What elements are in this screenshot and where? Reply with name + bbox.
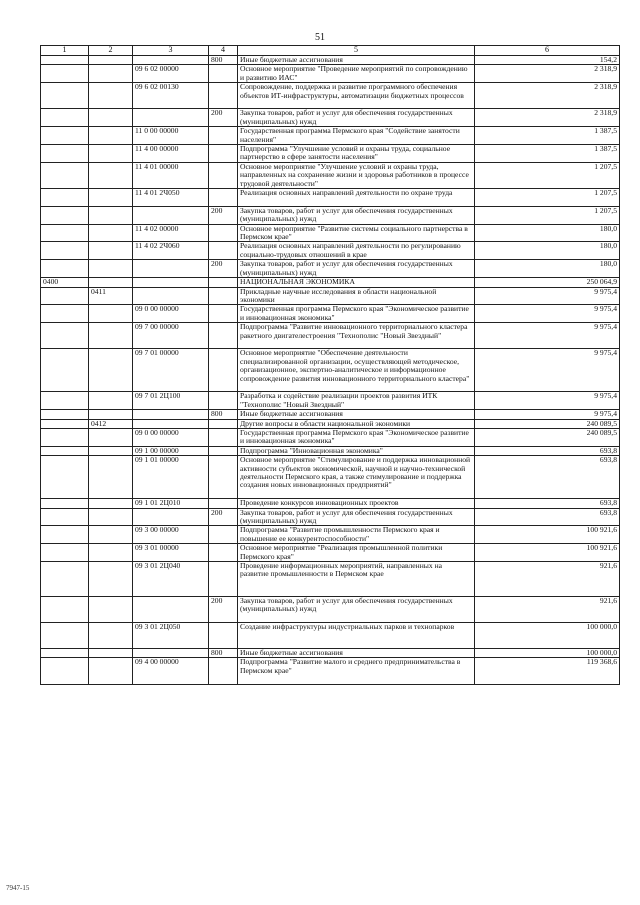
table-row [41, 56, 620, 65]
section-code [41, 65, 89, 83]
table-row [41, 83, 620, 109]
table-row [41, 622, 620, 648]
item-name: Сопровождение, поддержка и развитие программного обеспечения объектов ИТ-инфраструктуры, автоматизации бюджетных процессов [238, 83, 475, 109]
target-article-code [133, 508, 209, 526]
expense-type-code: 800 [209, 410, 238, 419]
table-row [41, 428, 620, 446]
header-col-4: 4 [209, 46, 238, 56]
section-code [41, 410, 89, 419]
amount: 9 975,4 [475, 287, 620, 305]
header-col-2: 2 [89, 46, 133, 56]
section-code [41, 260, 89, 278]
target-article-code [133, 596, 209, 622]
header-col-5: 5 [238, 46, 475, 56]
page-number: 51 [315, 32, 325, 43]
amount: 100 921,6 [475, 526, 620, 544]
expense-type-code [209, 349, 238, 392]
amount: 693,8 [475, 446, 620, 455]
section-code [41, 544, 89, 562]
subsection-code [89, 162, 133, 188]
target-article-code: 09 7 01 2Ц100 [133, 392, 209, 410]
subsection-code [89, 410, 133, 419]
target-article-code [133, 410, 209, 419]
amount: 100 000,0 [475, 648, 620, 657]
item-name: Закупка товаров, работ и услуг для обеспечения государственных (муниципальных) нужд [238, 596, 475, 622]
table-row [41, 65, 620, 83]
amount: 180,0 [475, 260, 620, 278]
item-name: Иные бюджетные ассигнования [238, 410, 475, 419]
amount: 154,2 [475, 56, 620, 65]
item-name: Основное мероприятие "Стимулирование и поддержка инновационной активности субъектов экономической, научной и научно-технической деятельности Пермского края, а также стимулирование и поддержка создания новых инновационных предприятий" [238, 456, 475, 499]
section-code [41, 224, 89, 242]
target-article-code: 09 6 02 00130 [133, 83, 209, 109]
subsection-code [89, 526, 133, 544]
table-row [41, 323, 620, 349]
expense-type-code [209, 83, 238, 109]
item-name: Основное мероприятие "Проведение мероприятий по сопровождению и развитию ИАС" [238, 65, 475, 83]
amount: 9 975,4 [475, 349, 620, 392]
table-row [41, 305, 620, 323]
item-name: Государственная программа Пермского края "Содействие занятости населения" [238, 127, 475, 145]
target-article-code [133, 206, 209, 224]
amount: 119 368,6 [475, 658, 620, 684]
target-article-code: 09 7 00 00000 [133, 323, 209, 349]
amount: 1 207,5 [475, 189, 620, 207]
section-code [41, 145, 89, 163]
amount: 921,6 [475, 596, 620, 622]
expense-type-code [209, 127, 238, 145]
item-name: Основное мероприятие "Улучшение условий и охраны труда, направленных на сохранение жизни и здоровья работников в процессе трудовой деятельности" [238, 162, 475, 188]
expense-type-code [209, 224, 238, 242]
subsection-code: 0412 [89, 419, 133, 428]
section-code [41, 419, 89, 428]
expense-type-code [209, 145, 238, 163]
table-row [41, 349, 620, 392]
expense-type-code [209, 562, 238, 597]
table-row [41, 596, 620, 622]
table-row [41, 224, 620, 242]
target-article-code [133, 260, 209, 278]
table-row [41, 410, 620, 419]
section-code [41, 109, 89, 127]
item-name: НАЦИОНАЛЬНАЯ ЭКОНОМИКА [238, 278, 475, 287]
item-name: Реализация основных направлений деятельности по охране труда [238, 189, 475, 207]
section-code [41, 526, 89, 544]
amount: 100 921,6 [475, 544, 620, 562]
item-name: Другие вопросы в области национальной экономики [238, 419, 475, 428]
subsection-code [89, 206, 133, 224]
table-row [41, 562, 620, 597]
item-name: Подпрограмма "Развитие малого и среднего предпринимательства в Пермском крае" [238, 658, 475, 684]
subsection-code [89, 499, 133, 508]
table-row [41, 145, 620, 163]
section-code [41, 446, 89, 455]
section-code: 0400 [41, 278, 89, 287]
expense-type-code [209, 526, 238, 544]
subsection-code [89, 83, 133, 109]
item-name: Подпрограмма "Развитие инновационного территориального кластера ракетного двигателестроения "Технополис "Новый Звездный" [238, 323, 475, 349]
amount: 1 207,5 [475, 162, 620, 188]
section-code [41, 287, 89, 305]
budget-table [40, 45, 620, 685]
target-article-code [133, 278, 209, 287]
subsection-code: 0411 [89, 287, 133, 305]
amount: 9 975,4 [475, 410, 620, 419]
item-name: Закупка товаров, работ и услуг для обеспечения государственных (муниципальных) нужд [238, 260, 475, 278]
target-article-code: 09 3 01 00000 [133, 544, 209, 562]
footer-code: 7947-15 [6, 884, 30, 892]
item-name: Основное мероприятие "Развитие системы социального партнерства в Пермском крае" [238, 224, 475, 242]
table-row [41, 419, 620, 428]
expense-type-code: 200 [209, 508, 238, 526]
subsection-code [89, 562, 133, 597]
subsection-code [89, 65, 133, 83]
expense-type-code [209, 323, 238, 349]
table-row [41, 499, 620, 508]
subsection-code [89, 305, 133, 323]
section-code [41, 508, 89, 526]
target-article-code: 11 0 00 00000 [133, 127, 209, 145]
expense-type-code: 800 [209, 56, 238, 65]
table-header [41, 46, 620, 56]
subsection-code [89, 596, 133, 622]
expense-type-code [209, 189, 238, 207]
amount: 2 318,9 [475, 83, 620, 109]
section-code [41, 206, 89, 224]
item-name: Иные бюджетные ассигнования [238, 648, 475, 657]
section-code [41, 456, 89, 499]
expense-type-code: 200 [209, 596, 238, 622]
amount: 1 387,5 [475, 145, 620, 163]
target-article-code [133, 419, 209, 428]
section-code [41, 622, 89, 648]
subsection-code [89, 349, 133, 392]
amount: 9 975,4 [475, 323, 620, 349]
subsection-code [89, 278, 133, 287]
header-col-3: 3 [133, 46, 209, 56]
item-name: Иные бюджетные ассигнования [238, 56, 475, 65]
target-article-code [133, 648, 209, 657]
section-code [41, 242, 89, 260]
table-row [41, 278, 620, 287]
subsection-code [89, 544, 133, 562]
target-article-code: 09 3 01 2Ц050 [133, 622, 209, 648]
amount: 693,8 [475, 508, 620, 526]
item-name: Создание инфраструктуры индустриальных парков и технопарков [238, 622, 475, 648]
section-code [41, 428, 89, 446]
section-code [41, 189, 89, 207]
target-article-code: 11 4 00 00000 [133, 145, 209, 163]
section-code [41, 658, 89, 684]
amount: 1 387,5 [475, 127, 620, 145]
amount: 1 207,5 [475, 206, 620, 224]
target-article-code [133, 56, 209, 65]
amount: 921,6 [475, 562, 620, 597]
subsection-code [89, 428, 133, 446]
table-row [41, 508, 620, 526]
subsection-code [89, 127, 133, 145]
section-code [41, 392, 89, 410]
table-row [41, 544, 620, 562]
section-code [41, 499, 89, 508]
target-article-code: 11 4 01 2Ч050 [133, 189, 209, 207]
section-code [41, 349, 89, 392]
target-article-code: 09 7 01 00000 [133, 349, 209, 392]
subsection-code [89, 260, 133, 278]
target-article-code: 11 4 02 2Ч060 [133, 242, 209, 260]
target-article-code: 09 4 00 00000 [133, 658, 209, 684]
table-row [41, 526, 620, 544]
subsection-code [89, 446, 133, 455]
expense-type-code [209, 544, 238, 562]
subsection-code [89, 648, 133, 657]
amount: 180,0 [475, 224, 620, 242]
table-row [41, 260, 620, 278]
target-article-code: 09 1 00 00000 [133, 446, 209, 455]
header-col-6: 6 [475, 46, 620, 56]
table-row [41, 456, 620, 499]
target-article-code: 09 0 00 00000 [133, 428, 209, 446]
expense-type-code [209, 658, 238, 684]
expense-type-code [209, 456, 238, 499]
table-row [41, 206, 620, 224]
subsection-code [89, 456, 133, 499]
section-code [41, 323, 89, 349]
item-name: Государственная программа Пермского края "Экономическое развитие и инновационная экономика" [238, 428, 475, 446]
subsection-code [89, 56, 133, 65]
amount: 2 318,9 [475, 65, 620, 83]
subsection-code [89, 109, 133, 127]
section-code [41, 305, 89, 323]
table-row [41, 648, 620, 657]
target-article-code: 09 3 00 00000 [133, 526, 209, 544]
subsection-code [89, 392, 133, 410]
section-code [41, 648, 89, 657]
table-row [41, 287, 620, 305]
item-name: Реализация основных направлений деятельности по регулированию социально-трудовых отношений в крае [238, 242, 475, 260]
subsection-code [89, 323, 133, 349]
section-code [41, 127, 89, 145]
target-article-code: 11 4 01 00000 [133, 162, 209, 188]
section-code [41, 56, 89, 65]
item-name: Подпрограмма "Улучшение условий и охраны труда, социальное партнерство в сфере занятости населения" [238, 145, 475, 163]
expense-type-code: 200 [209, 109, 238, 127]
table-row [41, 658, 620, 684]
target-article-code: 09 6 02 00000 [133, 65, 209, 83]
expense-type-code [209, 499, 238, 508]
section-code [41, 162, 89, 188]
expense-type-code: 200 [209, 206, 238, 224]
amount: 240 089,5 [475, 428, 620, 446]
amount: 2 318,9 [475, 109, 620, 127]
expense-type-code [209, 65, 238, 83]
subsection-code [89, 242, 133, 260]
table-row [41, 392, 620, 410]
amount: 250 064,9 [475, 278, 620, 287]
amount: 9 975,4 [475, 392, 620, 410]
expense-type-code [209, 278, 238, 287]
target-article-code: 09 1 01 2Ц010 [133, 499, 209, 508]
amount: 180,0 [475, 242, 620, 260]
expense-type-code: 800 [209, 648, 238, 657]
expense-type-code [209, 622, 238, 648]
target-article-code [133, 287, 209, 305]
table-body [41, 56, 620, 685]
subsection-code [89, 189, 133, 207]
item-name: Закупка товаров, работ и услуг для обеспечения государственных (муниципальных) нужд [238, 109, 475, 127]
item-name: Основное мероприятие "Обеспечение деятельности специализированной организации, осуществляющей методическое, организационное, экспертно-аналитическое и информационное сопровождение развития инновационного территориального кластера" [238, 349, 475, 392]
expense-type-code [209, 419, 238, 428]
expense-type-code [209, 162, 238, 188]
section-code [41, 562, 89, 597]
target-article-code: 09 1 01 00000 [133, 456, 209, 499]
subsection-code [89, 622, 133, 648]
amount: 9 975,4 [475, 305, 620, 323]
section-code [41, 83, 89, 109]
section-code [41, 596, 89, 622]
item-name: Проведение конкурсов инновационных проектов [238, 499, 475, 508]
amount: 693,8 [475, 456, 620, 499]
target-article-code: 09 0 00 00000 [133, 305, 209, 323]
expense-type-code [209, 428, 238, 446]
item-name: Закупка товаров, работ и услуг для обеспечения государственных (муниципальных) нужд [238, 508, 475, 526]
subsection-code [89, 658, 133, 684]
table-row [41, 189, 620, 207]
item-name: Государственная программа Пермского края "Экономическое развитие и инновационная экономика" [238, 305, 475, 323]
table-row [41, 127, 620, 145]
target-article-code [133, 109, 209, 127]
expense-type-code [209, 287, 238, 305]
table-row [41, 242, 620, 260]
item-name: Подпрограмма "Развитие промышленности Пермского края и повышение ее конкурентоспособности" [238, 526, 475, 544]
expense-type-code [209, 446, 238, 455]
subsection-code [89, 224, 133, 242]
table-row [41, 446, 620, 455]
expense-type-code [209, 392, 238, 410]
item-name: Проведение информационных мероприятий, направленных на развитие промышленности в Пермском крае [238, 562, 475, 597]
item-name: Подпрограмма "Инновационная экономика" [238, 446, 475, 455]
subsection-code [89, 145, 133, 163]
target-article-code: 11 4 02 00000 [133, 224, 209, 242]
header-col-1: 1 [41, 46, 89, 56]
item-name: Закупка товаров, работ и услуг для обеспечения государственных (муниципальных) нужд [238, 206, 475, 224]
subsection-code [89, 508, 133, 526]
expense-type-code [209, 305, 238, 323]
item-name: Прикладные научные исследования в области национальной экономики [238, 287, 475, 305]
amount: 693,8 [475, 499, 620, 508]
amount: 100 000,0 [475, 622, 620, 648]
table-row [41, 162, 620, 188]
item-name: Разработка и содействие реализации проектов развития ИТК "Технополис "Новый Звездный" [238, 392, 475, 410]
target-article-code: 09 3 01 2Ц040 [133, 562, 209, 597]
amount: 240 089,5 [475, 419, 620, 428]
expense-type-code [209, 242, 238, 260]
expense-type-code: 200 [209, 260, 238, 278]
table-row [41, 109, 620, 127]
item-name: Основное мероприятие "Реализация промышленной политики Пермского края" [238, 544, 475, 562]
